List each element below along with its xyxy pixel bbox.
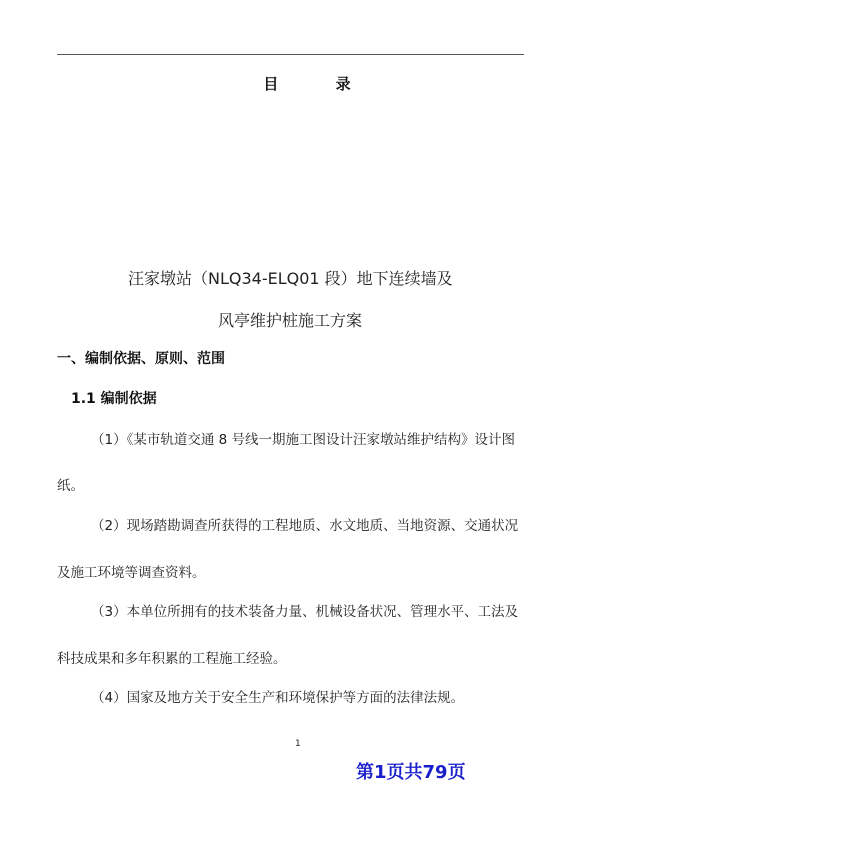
toc-title: 目 录 [263,75,377,93]
item-2-line-2: 及施工环境等调查资料。 [57,565,206,581]
item-1-line-2: 纸。 [57,478,84,494]
document-title-line-1: 汪家墩站（NLQ34-ELQ01 段）地下连续墙及 [128,269,453,288]
header-rule [57,54,524,55]
document-title-line-2: 风亭维护桩施工方案 [218,311,363,330]
item-1-line-1: （1）《某市轨道交通 8 号线一期施工图设计汪家墩站维护结构》设计图 [91,432,516,448]
section-heading: 一、编制依据、原则、范围 [57,351,225,367]
subsection-heading: 1.1 编制依据 [71,391,157,407]
page-of-total-footer: 第1页共79页 [356,762,466,783]
item-2-line-1: （2）现场踏勘调查所获得的工程地质、水文地质、当地资源、交通状况 [91,518,519,534]
item-4-line-1: （4）国家及地方关于安全生产和环境保护等方面的法律法规。 [91,690,465,706]
item-3-line-2: 科技成果和多年积累的工程施工经验。 [57,651,287,667]
item-3-line-1: （3）本单位所拥有的技术装备力量、机械设备状况、管理水平、工法及 [91,604,519,620]
page-number: 1 [295,739,301,749]
